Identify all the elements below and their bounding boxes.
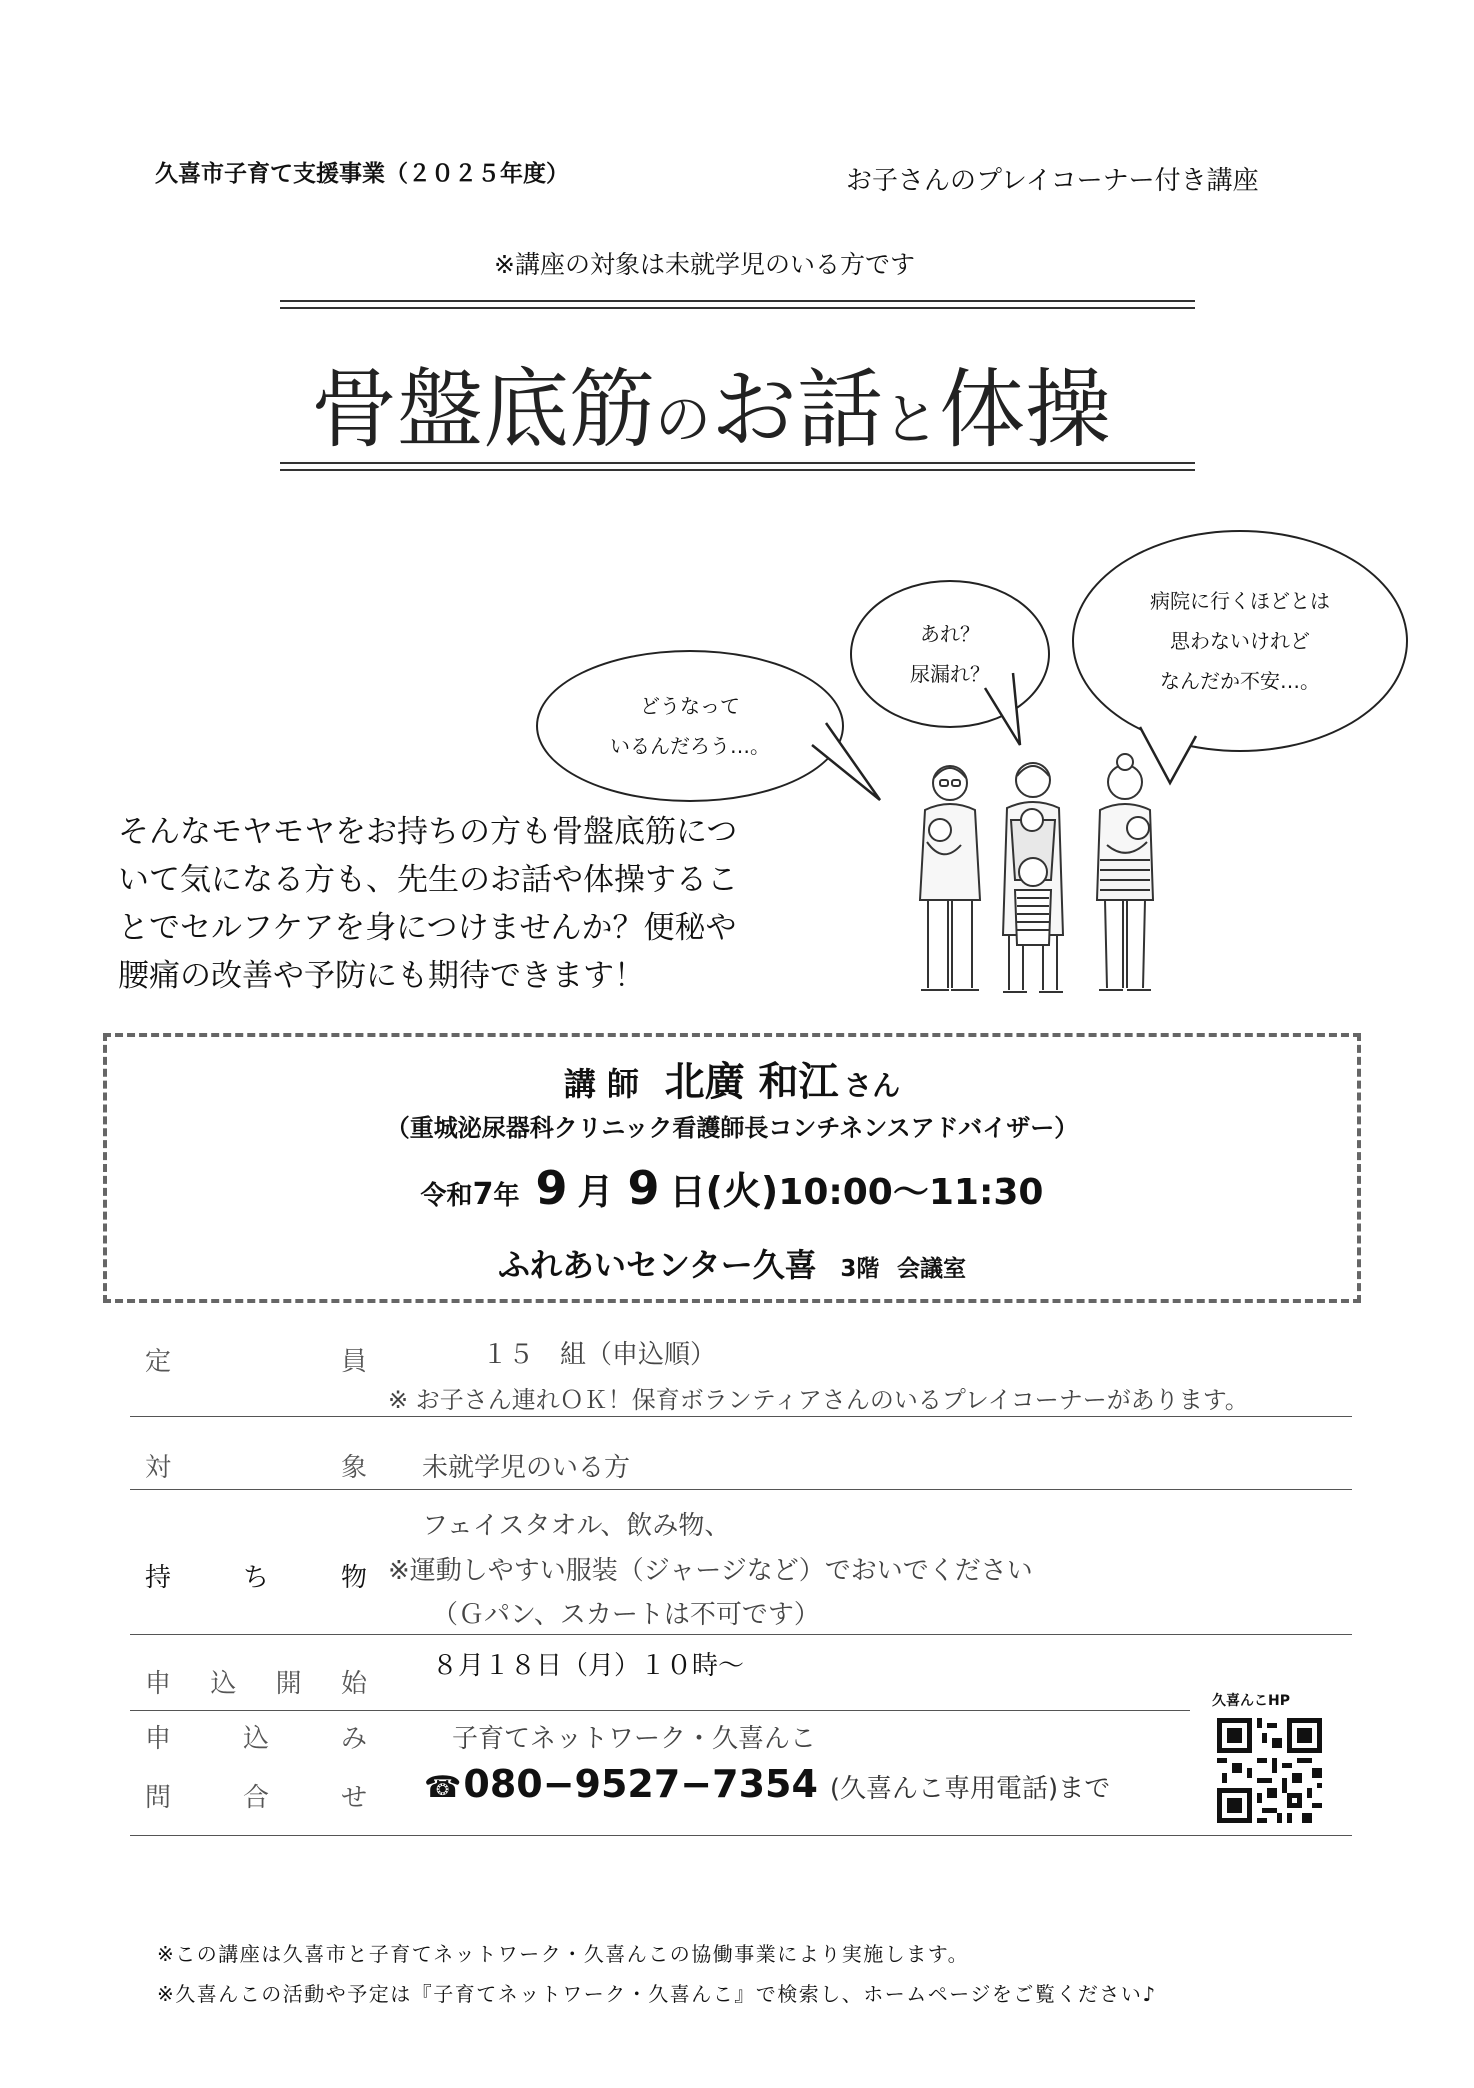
intro-line-3: とでセルフケアを身につけませんか？便秘や — [118, 910, 737, 946]
schedule-month-unit: 月 — [577, 1172, 614, 1213]
schedule-time: 10:00〜11:30 — [778, 1172, 1044, 1213]
capacity-note: ※ お子さん連れＯＫ！保育ボランティアさんのいるプレイコーナーがあります。 — [388, 1386, 1249, 1414]
apply-start-value: ８月１８日（月）１０時〜 — [432, 1651, 745, 1681]
capacity-value: １５ 組（申込順） — [482, 1340, 717, 1370]
phone-icon: ☎ — [424, 1770, 462, 1805]
bubble-tail-middle — [985, 673, 1020, 745]
target-label-char-2: 象 — [340, 1453, 367, 1483]
venue-floor: 3階 — [840, 1256, 880, 1282]
bubble-tail-right — [1140, 727, 1196, 783]
schedule-year-unit: 年 — [493, 1181, 520, 1211]
lecture-type: お子さんのプレイコーナー付き講座 — [846, 166, 1259, 196]
phone-number: 080−9527−7354 — [463, 1762, 818, 1806]
intro-line-4: 腰痛の改善や予防にも期待できます！ — [118, 958, 645, 994]
apply-label-char-2: 込 — [242, 1724, 269, 1754]
phone-note: (久喜んこ専用電話) — [829, 1774, 1059, 1804]
items-line-3: （Ｇパン、スカートは不可です） — [432, 1600, 820, 1630]
venue-room: 会議室 — [896, 1256, 966, 1282]
schedule-era: 令和 — [420, 1181, 473, 1211]
apply-start-label-char-1: 申 — [145, 1669, 172, 1699]
bubble-left: どうなって いるんだろう…。 — [536, 650, 844, 802]
lecturer-affiliation: （重城泌尿器科クリニック看護師長コンチネンスアドバイザー） — [385, 1114, 1079, 1142]
contact-label-char-2: 合 — [242, 1783, 269, 1813]
title-part-2: の — [655, 388, 711, 453]
schedule-weekday: (火) — [705, 1169, 779, 1213]
capacity-label-char-1: 定 — [145, 1347, 172, 1377]
schedule-day-unit: 日 — [669, 1172, 706, 1213]
items-label-char-2: ち — [242, 1563, 269, 1593]
contact-label-char-3: せ — [340, 1783, 367, 1813]
title-part-4: と — [883, 388, 939, 453]
lecturer-honorific: さん — [844, 1069, 901, 1102]
schedule-month: 9 — [535, 1161, 568, 1215]
apply-start-label-char-3: 開 — [275, 1669, 302, 1699]
apply-start-label-char-2: 込 — [210, 1669, 237, 1699]
items-line-2: ※運動しやすい服装（ジャージなど）でおいでください — [388, 1556, 1033, 1586]
footer-line-1: ※この講座は久喜市と子育てネットワーク・久喜んこの協働事業により実施します。 — [157, 1942, 970, 1966]
items-line-1: フェイスタオル、飲み物、 — [422, 1511, 731, 1541]
intro-line-2: いて気になる方も、先生のお話や体操するこ — [118, 862, 738, 898]
bubble-middle: あれ？ 尿漏れ？ — [850, 580, 1050, 728]
apply-label-char-3: み — [340, 1724, 367, 1754]
apply-label-char-1: 申 — [145, 1724, 172, 1754]
program-name: 久喜市子育て支援事業（２０２５年度） — [155, 161, 569, 187]
capacity-label-char-2: 員 — [340, 1347, 367, 1377]
intro-line-1: そんなモヤモヤをお持ちの方も骨盤底筋につ — [118, 814, 738, 850]
lecturer-name: 北廣 和江 — [664, 1059, 839, 1105]
target-value: 未就学児のいる方 — [422, 1453, 631, 1483]
bubble-right: 病院に行くほどとは 思わないけれど なんだか不安…。 — [1072, 530, 1408, 752]
target-note: ※講座の対象は未就学児のいる方です — [494, 250, 915, 279]
title-part-1: 骨盤底筋 — [311, 360, 655, 460]
apply-value: 子育てネットワーク・久喜んこ — [452, 1724, 817, 1754]
schedule-year: 7 — [472, 1177, 494, 1212]
target-label-char-1: 対 — [145, 1453, 172, 1483]
title-part-5: 体操 — [939, 360, 1111, 460]
items-label-char-3: 物 — [340, 1563, 367, 1593]
title-part-3: お話 — [711, 360, 883, 460]
bubble-tail-left — [812, 723, 880, 800]
apply-start-label-char-4: 始 — [340, 1669, 367, 1699]
phone-suffix: まで — [1058, 1774, 1111, 1804]
items-label-char-1: 持 — [145, 1563, 172, 1593]
schedule-day: 9 — [627, 1161, 660, 1215]
contact-label-char-1: 問 — [145, 1783, 172, 1813]
footer-line-2: ※久喜んこの活動や予定は『子育てネットワーク・久喜んこ』で検索し、ホームページをご覧ください♪ — [157, 1982, 1157, 2006]
qr-label: 久喜んこHP — [1212, 1693, 1290, 1709]
venue-name: ふれあいセンター久喜 — [498, 1246, 817, 1284]
lecturer-label: 講 師 — [563, 1065, 640, 1103]
